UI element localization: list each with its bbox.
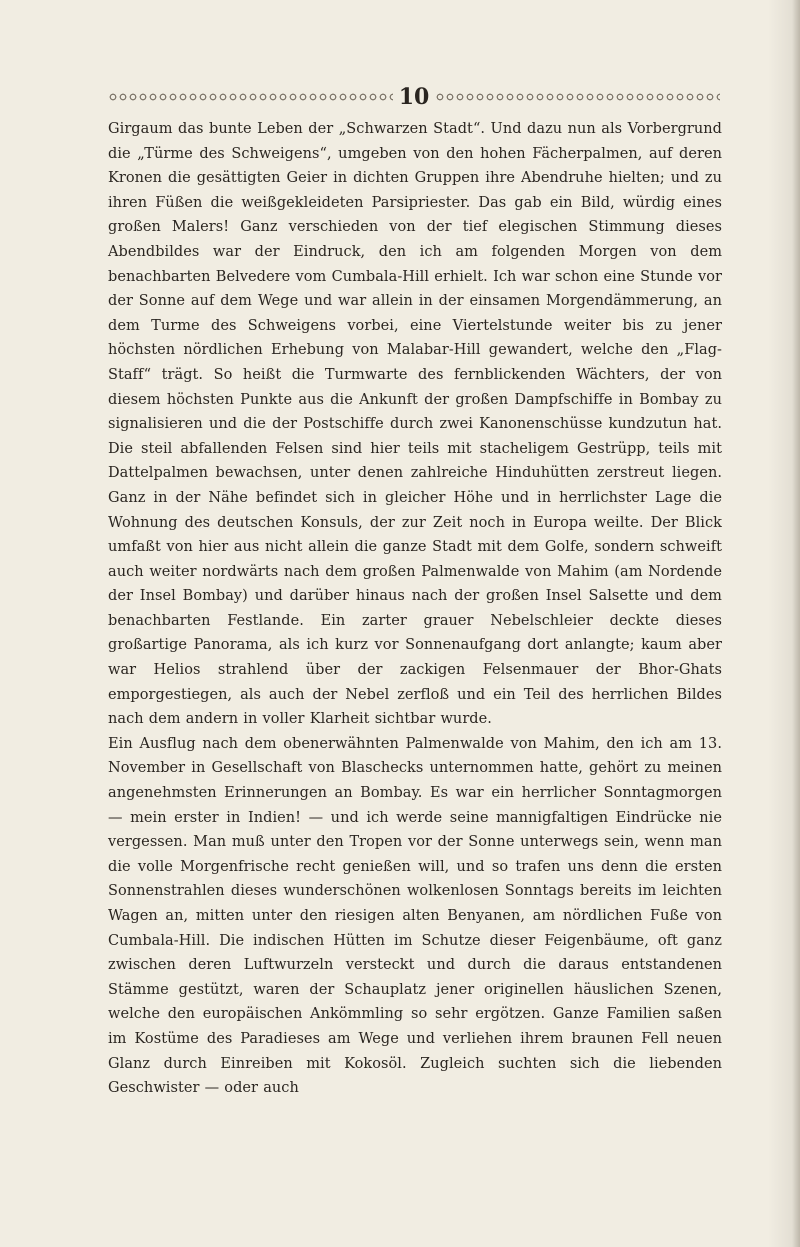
ornament-left — [108, 92, 393, 102]
page-number: 10 — [398, 84, 430, 110]
ornament-right — [435, 92, 720, 102]
body-text — [108, 117, 722, 1101]
paragraph: Girgaum das bunte Leben der „Schwarzen Stadt“. Und dazu nun als Vorbergrund die „Türme des Schweigens“, umgeben von den hohen Fächerpalmen, auf deren Kronen die gesättigten Geier in dichten Gruppen ihre Abendruhe hielten; und zu ihren Füßen die weißgekleideten Parsipriester. Das gab ein Bild, würdig eines großen Malers! Ganz verschieden von der tief elegischen Stimmung dieses Abendbildes war der Eindruck, den ich am folgenden Morgen von dem benachbarten Belvedere vom Cumbala-Hill erhielt. Ich war schon eine Stunde vor der Sonne auf dem Wege und war allein in der einsamen Morgendämmerung, an dem Turme des Schweigens vorbei, eine Viertelstunde weiter bis zu jener höchsten nördlichen Erhebung von Malabar-Hill gewandert, welche den „Flag-Staff“ trägt. So heißt die Turmwarte des fernblickenden Wächters, der von diesem höchsten Punkte aus die Ankunft der großen Dampfschiffe in Bombay zu signalisieren und die der Postschiffe durch zwei Kanonenschüsse kundzutun hat. Die steil abfallenden Felsen sind hier teils mit stacheligem Gestrüpp, teils mit Dattelpalmen bewachsen, unter denen zahlreiche Hinduhütten zerstreut liegen. Ganz in der Nähe befindet sich in gleicher Höhe und in herrlichster Lage die Wohnung des deutschen Konsuls, der zur Zeit noch in Europa weilte. Der Blick umfaßt von hier aus nicht allein die ganze Stadt mit dem Golfe, sondern schweift auch weiter nordwärts nach dem großen Palmenwalde von Mahim (am Nordende der Insel Bombay) und darüber hinaus nach der großen Insel Salsette und dem benachbarten Festlande. Ein zarter grauer Nebelschleier deckte dieses großartige Panorama, als ich kurz vor Sonnenaufgang dort anlangte; kaum aber war Helios strahlend über der zackigen Felsenmauer der Bhor-Ghats emporgestiegen, als auch der Nebel zerfloß und ein Teil des herrlichen Bildes nach dem andern in voller Klarheit sichtbar wurde. — [108, 121, 722, 728]
paragraph: Ein Ausflug nach dem obenerwähnten Palmenwalde von Mahim, den ich am 13. November in Gesellschaft von Blaschecks unternommen hatte, gehört zu meinen angenehmsten Erinnerungen an Bombay. Es war ein herrlicher Sonntagmorgen — mein erster in Indien! — und ich werde seine mannigfaltigen Eindrücke nie vergessen. Man muß unter den Tropen vor der Sonne unterwegs sein, wenn man die volle Morgenfrische recht genießen will, und so trafen uns denn die ersten Sonnenstrahlen dieses wunderschönen wolkenlosen Sonntags bereits im leichten Wagen an, mitten unter den riesigen alten Benyanen, am nördlichen Fuße von Cumbala-Hill. Die indischen Hütten im Schutze dieser Feigenbäume, oft ganz zwischen deren Luftwurzeln versteckt und durch die daraus entstandenen Stämme gestützt, waren der Schauplatz jener originellen häuslichen Szenen, welche den europäischen Ankömmling so sehr ergötzen. Ganze Familien saßen im Kostüme des Paradieses am Wege und verliehen ihrem braunen Fell neuen Glanz durch Einreiben mit Kokosöl. Zugleich suchten sich die liebenden Geschwister — oder auch — [108, 735, 722, 1097]
page-edge-shadow — [792, 0, 800, 1247]
page-header — [108, 86, 720, 108]
